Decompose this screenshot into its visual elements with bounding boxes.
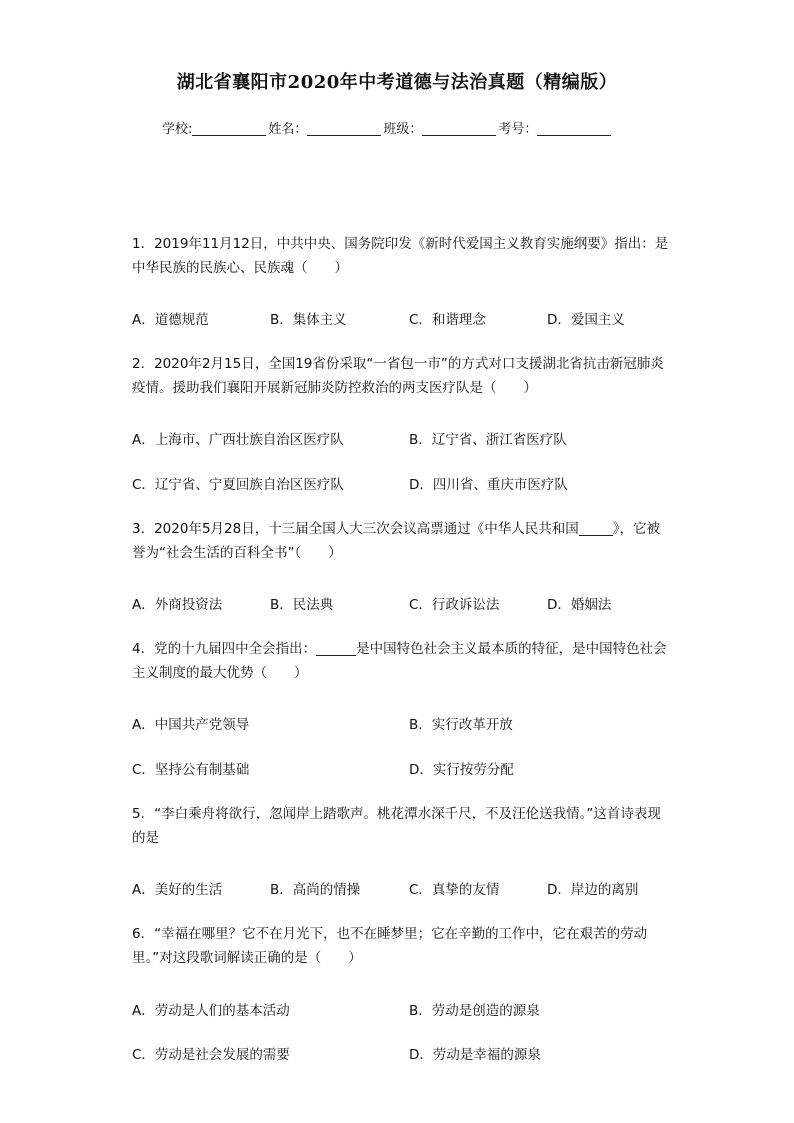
class-label: 班级： — [383, 122, 423, 137]
school-blank — [192, 121, 266, 136]
school-label: 学校: — [162, 122, 193, 137]
question-2-stem: 2．2020年2月15日，全国19省份采取“一省包一市”的方式对口支援湖北省抗击新冠肺炎疫情。援助我们襄阳开展新冠肺炎防控救治的两支医疗队是（ ） — [132, 356, 664, 396]
question-1-option-a[interactable]: A．道德规范 — [132, 312, 209, 328]
question-2-option-b[interactable]: B．辽宁省、浙江省医疗队 — [409, 432, 567, 448]
question-3-stem-before: 3．2020年5月28日，十三届全国人大三次会议高票通过《中华人民共和国 — [132, 521, 579, 537]
question-6-option-a[interactable]: A．劳动是人们的基本活动 — [132, 1003, 290, 1019]
question-4-options-row2 — [132, 758, 672, 780]
name-label: 姓名： — [268, 122, 308, 137]
question-3-option-d[interactable]: D．婚姻法 — [547, 597, 612, 613]
question-4-option-c[interactable]: C．坚持公有制基础 — [132, 762, 250, 778]
class-blank — [422, 121, 496, 136]
question-5-option-b[interactable]: B．高尚的情操 — [270, 882, 361, 898]
exam-no-label: 考号： — [498, 122, 538, 137]
question-5-stem: 5．“李白乘舟将欲行，忽闻岸上踏歌声。桃花潭水深千尺，不及汪伦送我情。”这首诗表现的是 — [132, 806, 661, 846]
question-4-stem — [132, 637, 672, 685]
question-2-options-row1 — [132, 428, 672, 450]
question-5-option-c[interactable]: C．真挚的友情 — [409, 882, 500, 898]
question-3-blank — [579, 521, 613, 536]
page-title: 湖北省襄阳市2020年中考道德与法治真题（精编版） — [176, 72, 618, 93]
question-1-option-d[interactable]: D．爱国主义 — [547, 312, 625, 328]
question-4-stem-after: 是中国特色社会主义最本质的特征，是中国特色社会主义制度的最大优势（ ） — [132, 641, 667, 681]
question-6-options-row1 — [132, 999, 672, 1021]
question-6-options-row2 — [132, 1043, 672, 1065]
question-4-option-a[interactable]: A．中国共产党领导 — [132, 717, 250, 733]
question-5-options — [132, 878, 672, 900]
question-6-option-c[interactable]: C．劳动是社会发展的需要 — [132, 1047, 290, 1063]
question-2-option-d[interactable]: D．四川省、重庆市医疗队 — [409, 477, 568, 493]
question-2-options-row2 — [132, 473, 672, 495]
name-blank — [307, 121, 381, 136]
question-5-option-d[interactable]: D．岸边的离别 — [547, 882, 639, 898]
question-1-option-c[interactable]: C．和谐理念 — [409, 312, 486, 328]
question-3-option-c[interactable]: C．行政诉讼法 — [409, 597, 500, 613]
question-1-option-b[interactable]: B．集体主义 — [270, 312, 347, 328]
question-4-option-b[interactable]: B．实行改革开放 — [409, 717, 513, 733]
question-4-option-d[interactable]: D．实行按劳分配 — [409, 762, 514, 778]
question-5-option-a[interactable]: A．美好的生活 — [132, 882, 223, 898]
question-6-stem: 6．“幸福在哪里？它不在月光下，也不在睡梦里；它在辛勤的工作中，它在艰苦的劳动里。”对这段歌词解读正确的是（ ） — [132, 926, 648, 966]
question-2-option-c[interactable]: C．辽宁省、宁夏回族自治区医疗队 — [132, 477, 344, 493]
question-3-options — [132, 593, 672, 615]
question-3-option-a[interactable]: A．外商投资法 — [132, 597, 223, 613]
student-info-line — [162, 118, 613, 137]
question-2-option-a[interactable]: A．上海市、广西壮族自治区医疗队 — [132, 432, 344, 448]
question-4-blank — [316, 641, 356, 656]
question-6-option-b[interactable]: B．劳动是创造的源泉 — [409, 1003, 540, 1019]
question-1-stem: 1．2019年11月12日，中共中央、国务院印发《新时代爱国主义教育实施纲要》指出：是中华民族的民族心、民族魂（ ） — [132, 236, 669, 276]
question-4-options-row1 — [132, 713, 672, 735]
question-6-option-d[interactable]: D．劳动是幸福的源泉 — [409, 1047, 541, 1063]
question-1-options — [132, 308, 672, 330]
question-3-stem — [132, 517, 672, 565]
exam-no-blank — [537, 121, 611, 136]
question-4-stem-before: 4．党的十九届四中全会指出： — [132, 641, 317, 657]
question-3-stem-after: 》，它被誉为“社会生活的百科全书”（ ） — [132, 521, 660, 561]
question-3-option-b[interactable]: B．民法典 — [270, 597, 334, 613]
